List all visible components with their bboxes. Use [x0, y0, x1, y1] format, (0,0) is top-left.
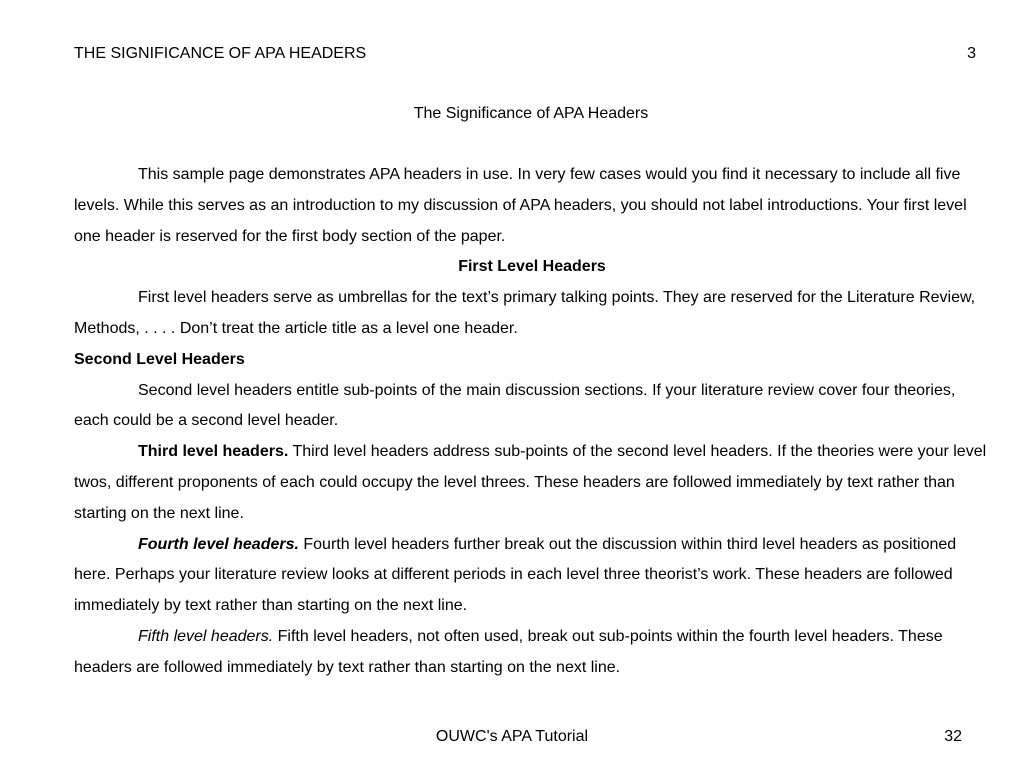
level5-paragraph [74, 622, 990, 684]
running-head-title: THE SIGNIFICANCE OF APA HEADERS [74, 45, 367, 62]
level2-heading: Second Level Headers [74, 350, 245, 368]
level2-paragraph: Second level headers entitle sub-points of the main discussion sections. If your literature review cover four theories, each could be a second level header. [74, 381, 956, 430]
running-head-page-number: 3 [967, 45, 976, 62]
level1-paragraph: First level headers serve as umbrellas for the text’s primary talking points. They are reserved for the Literature Review, Methods, . . . . Don’t treat the article title as a level one header. [74, 289, 976, 337]
slide-number: 32 [944, 728, 962, 745]
running-head [74, 44, 976, 64]
level4-heading: Fourth level headers. [138, 535, 299, 553]
level4-paragraph [74, 530, 990, 622]
slide-footer [0, 727, 1024, 747]
level3-text: Third level headers address sub-points of the second level headers. If the theories were your level twos, different proponents of each could occupy the level threes. These headers are followed immediately by text rather than starting on the next line. [74, 443, 987, 522]
document-title: The Significance of APA Headers [413, 105, 649, 122]
document-body [74, 160, 990, 684]
level3-heading: Third level headers. [138, 443, 289, 461]
intro-paragraph: This sample page demonstrates APA headers in use. In very few cases would you find it necessary to include all five levels. While this serves as an introduction to my discussion of APA headers, you should not label introductions. Your first level one header is reserved for the first body section of the paper. [74, 166, 967, 245]
level3-paragraph [74, 437, 990, 529]
footer-label: OUWC's APA Tutorial [435, 728, 589, 745]
level4-text: Fourth level headers further break out the discussion within third level headers as positioned here. Perhaps your literature review looks at different periods in each level three theorist’s work. These headers are followed immediately by text rather than starting on the next line. [74, 535, 957, 615]
level1-heading: First Level Headers [458, 258, 606, 276]
level5-heading: Fifth level headers. [138, 627, 274, 645]
level5-text: Fifth level headers, not often used, break out sub-points within the fourth level headers. These headers are followed immediately by text rather than starting on the next line. [74, 627, 943, 676]
